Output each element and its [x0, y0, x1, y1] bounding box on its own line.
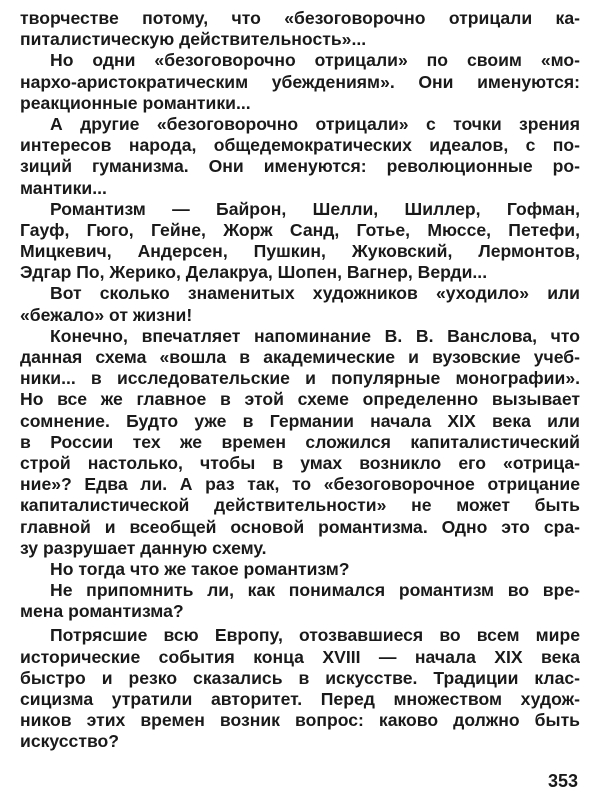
text-line: Вот сколько знаменитых художников «уходило» или	[50, 283, 580, 304]
text-line: Гауф, Гюго, Гейне, Жорж Санд, Готье, Мюссе, Петефи,	[20, 219, 580, 240]
text-line: «бежало» от жизни!	[20, 304, 193, 325]
page-number: 353	[547, 771, 578, 791]
text-line: Эдгар По, Жерико, Делакруа, Шопен, Вагнер, Верди...	[20, 262, 488, 283]
text-line: мена романтизма?	[20, 601, 184, 622]
text-line: данная схема «вошла в академические и вузовские учеб-	[20, 347, 580, 367]
text-line: сомнение. Будто уже в Германии начала XIX века или	[20, 410, 580, 431]
text-line: зу разрушает данную схему.	[20, 537, 267, 558]
page-body-text	[20, 8, 580, 753]
text-line: искусство?	[20, 731, 120, 752]
text-line: быстро и резко сказались в искусстве. Традиции клас-	[20, 667, 580, 688]
text-line: реакционные романтики...	[20, 92, 251, 113]
text-line: Конечно, впечатляет напоминание В. В. Ванслова, что	[50, 325, 580, 346]
text-line: Романтизм — Байрон, Шелли, Шиллер, Гофман,	[50, 198, 580, 219]
text-line: питалистическую действительность»...	[20, 29, 367, 50]
text-line: сицизма утратили авторитет. Перед множеством худож-	[20, 689, 580, 709]
text-line: Мицкевич, Андерсен, Пушкин, Жуковский, Лермонтов,	[20, 241, 580, 262]
text-line: интересов народа, общедемократических идеалов, с по-	[20, 135, 580, 156]
text-line: ники... в исследовательские и популярные монографии».	[20, 368, 580, 389]
text-line: капиталистической действительности» не может быть	[20, 495, 580, 516]
text-line: творчестве потому, что «безоговорочно отрицали ка-	[20, 8, 580, 28]
text-line: А другие «безоговорочно отрицали» с точки зрения	[50, 113, 580, 134]
text-line: исторические события конца XVIII — начала XIX века	[20, 646, 580, 667]
text-line: Потрясшие всю Европу, отозвавшиеся во всем мире	[50, 625, 580, 646]
text-line: ние»? Едва ли. А раз так, то «безоговорочное отрицание	[20, 474, 580, 495]
text-line: главной и всеобщей основой романтизма. Одно это сра-	[20, 516, 580, 537]
text-line: строй настолько, чтобы в умах возникло его «отрица-	[20, 452, 580, 473]
text-line: Но тогда что же такое романтизм?	[50, 558, 350, 579]
text-line: мантики...	[20, 177, 107, 198]
text-line: ников этих времен возник вопрос: каково должно быть	[20, 710, 580, 731]
text-line: Но одни «безоговорочно отрицали» по своим «мо-	[50, 50, 580, 71]
text-line: Но все же главное в этой схеме определенно вызывает	[20, 389, 580, 410]
text-line: в России тех же времен сложился капиталистический	[20, 431, 580, 452]
text-line: нархо-аристократическим убеждениям». Они именуются:	[20, 71, 580, 92]
text-line: Не припомнить ли, как понимался романтизм во вре-	[50, 580, 580, 601]
text-line: зиций гуманизма. Они именуются: революционные ро-	[20, 156, 580, 177]
